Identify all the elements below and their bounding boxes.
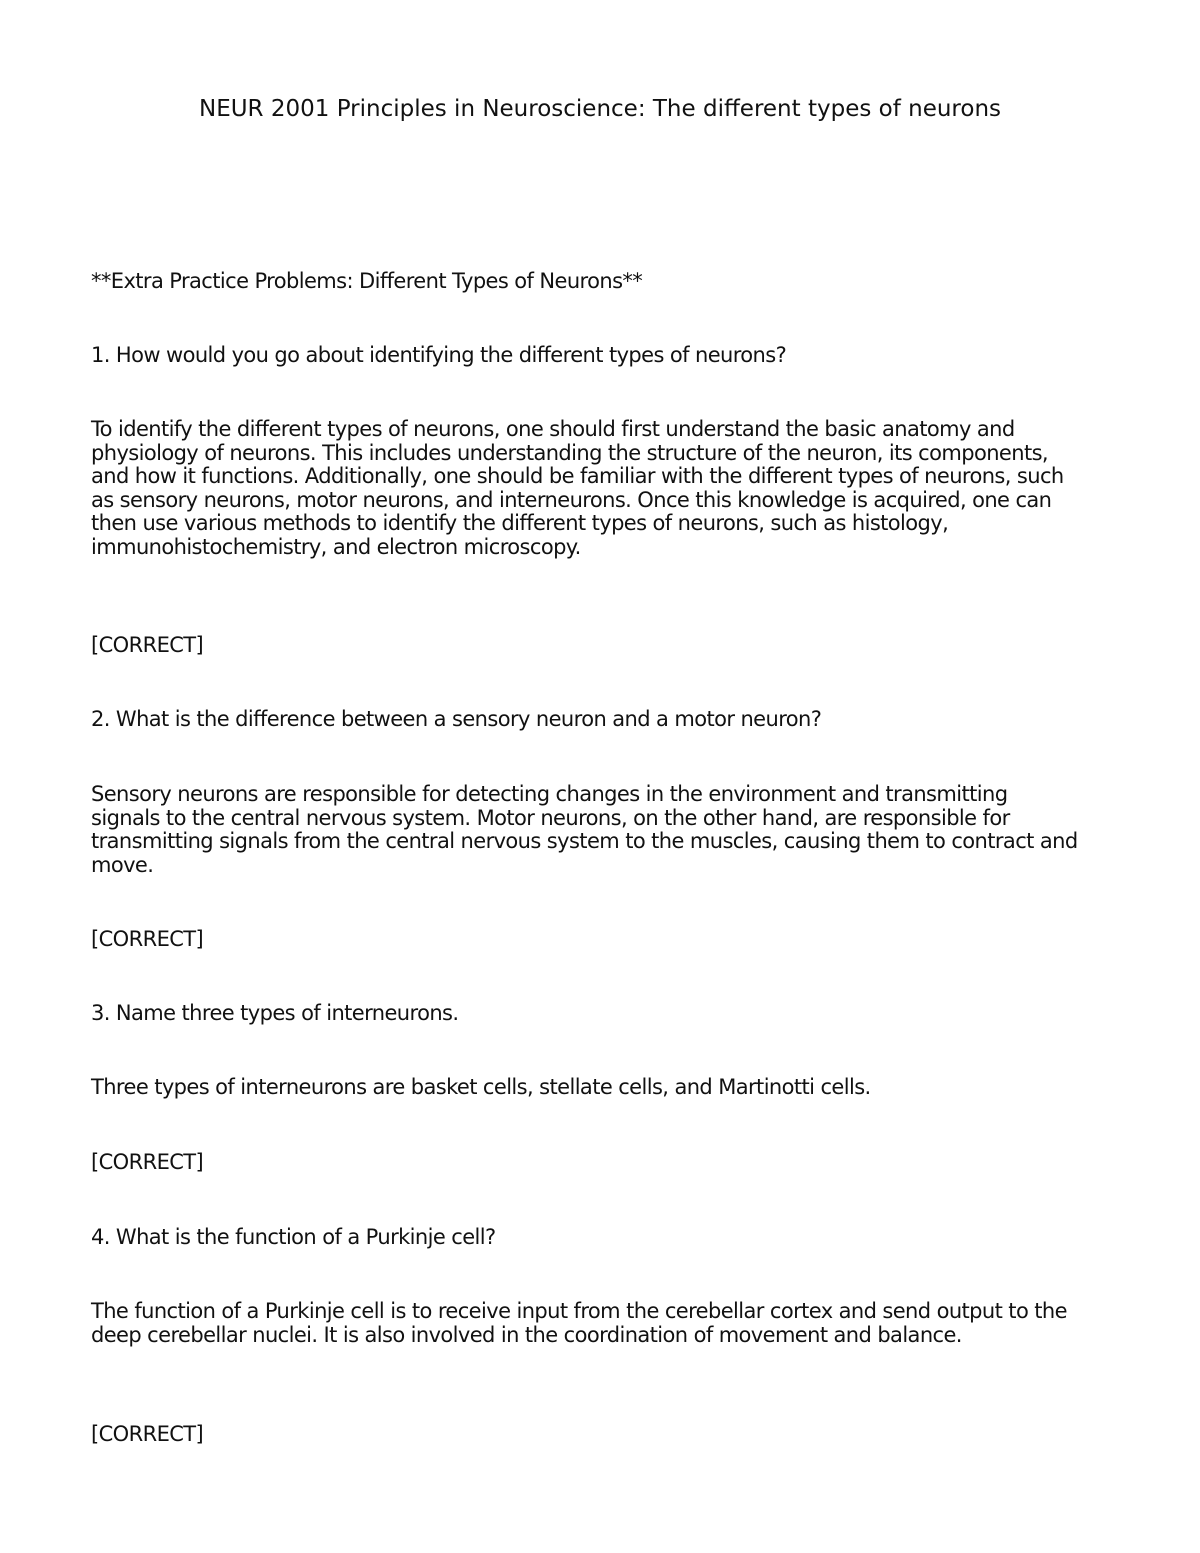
question-2: 2. What is the difference between a sensory neuron and a motor neuron? bbox=[91, 707, 822, 731]
document-title: NEUR 2001 Principles in Neuroscience: The different types of neurons bbox=[198, 96, 1002, 122]
mark-1: [CORRECT] bbox=[91, 633, 204, 657]
question-3: 3. Name three types of interneurons. bbox=[91, 1001, 459, 1025]
question-4: 4. What is the function of a Purkinje cell? bbox=[91, 1225, 496, 1249]
question-1: 1. How would you go about identifying the different types of neurons? bbox=[91, 343, 787, 367]
answer-2: Sensory neurons are responsible for detecting changes in the environment and transmitting signals to the central nervous system. Motor neurons, on the other hand, are responsible for transmitting signals from the central nervous system to the muscles, causing them to contract and move. bbox=[91, 782, 1078, 877]
answer-3: Three types of interneurons are basket cells, stellate cells, and Martinotti cells. bbox=[91, 1075, 871, 1099]
mark-2: [CORRECT] bbox=[91, 927, 204, 951]
answer-1: To identify the different types of neurons, one should first understand the basic anatomy and physiology of neurons. This includes understanding the structure of the neuron, its components, and how it functions. Additionally, one should be familiar with the different types of neurons, such as sensory neurons, motor neurons, and interneurons. Once this knowledge is acquired, one can then use various methods to identify the different types of neurons, such as histology, immunohistochemistry, and electron microscopy. bbox=[91, 417, 1064, 559]
mark-4: [CORRECT] bbox=[91, 1422, 204, 1446]
mark-3: [CORRECT] bbox=[91, 1150, 204, 1174]
answer-4: The function of a Purkinje cell is to receive input from the cerebellar cortex and send output to the deep cerebellar nuclei. It is also involved in the coordination of movement and balance. bbox=[91, 1299, 1067, 1347]
section-heading: **Extra Practice Problems: Different Types of Neurons** bbox=[91, 269, 643, 293]
